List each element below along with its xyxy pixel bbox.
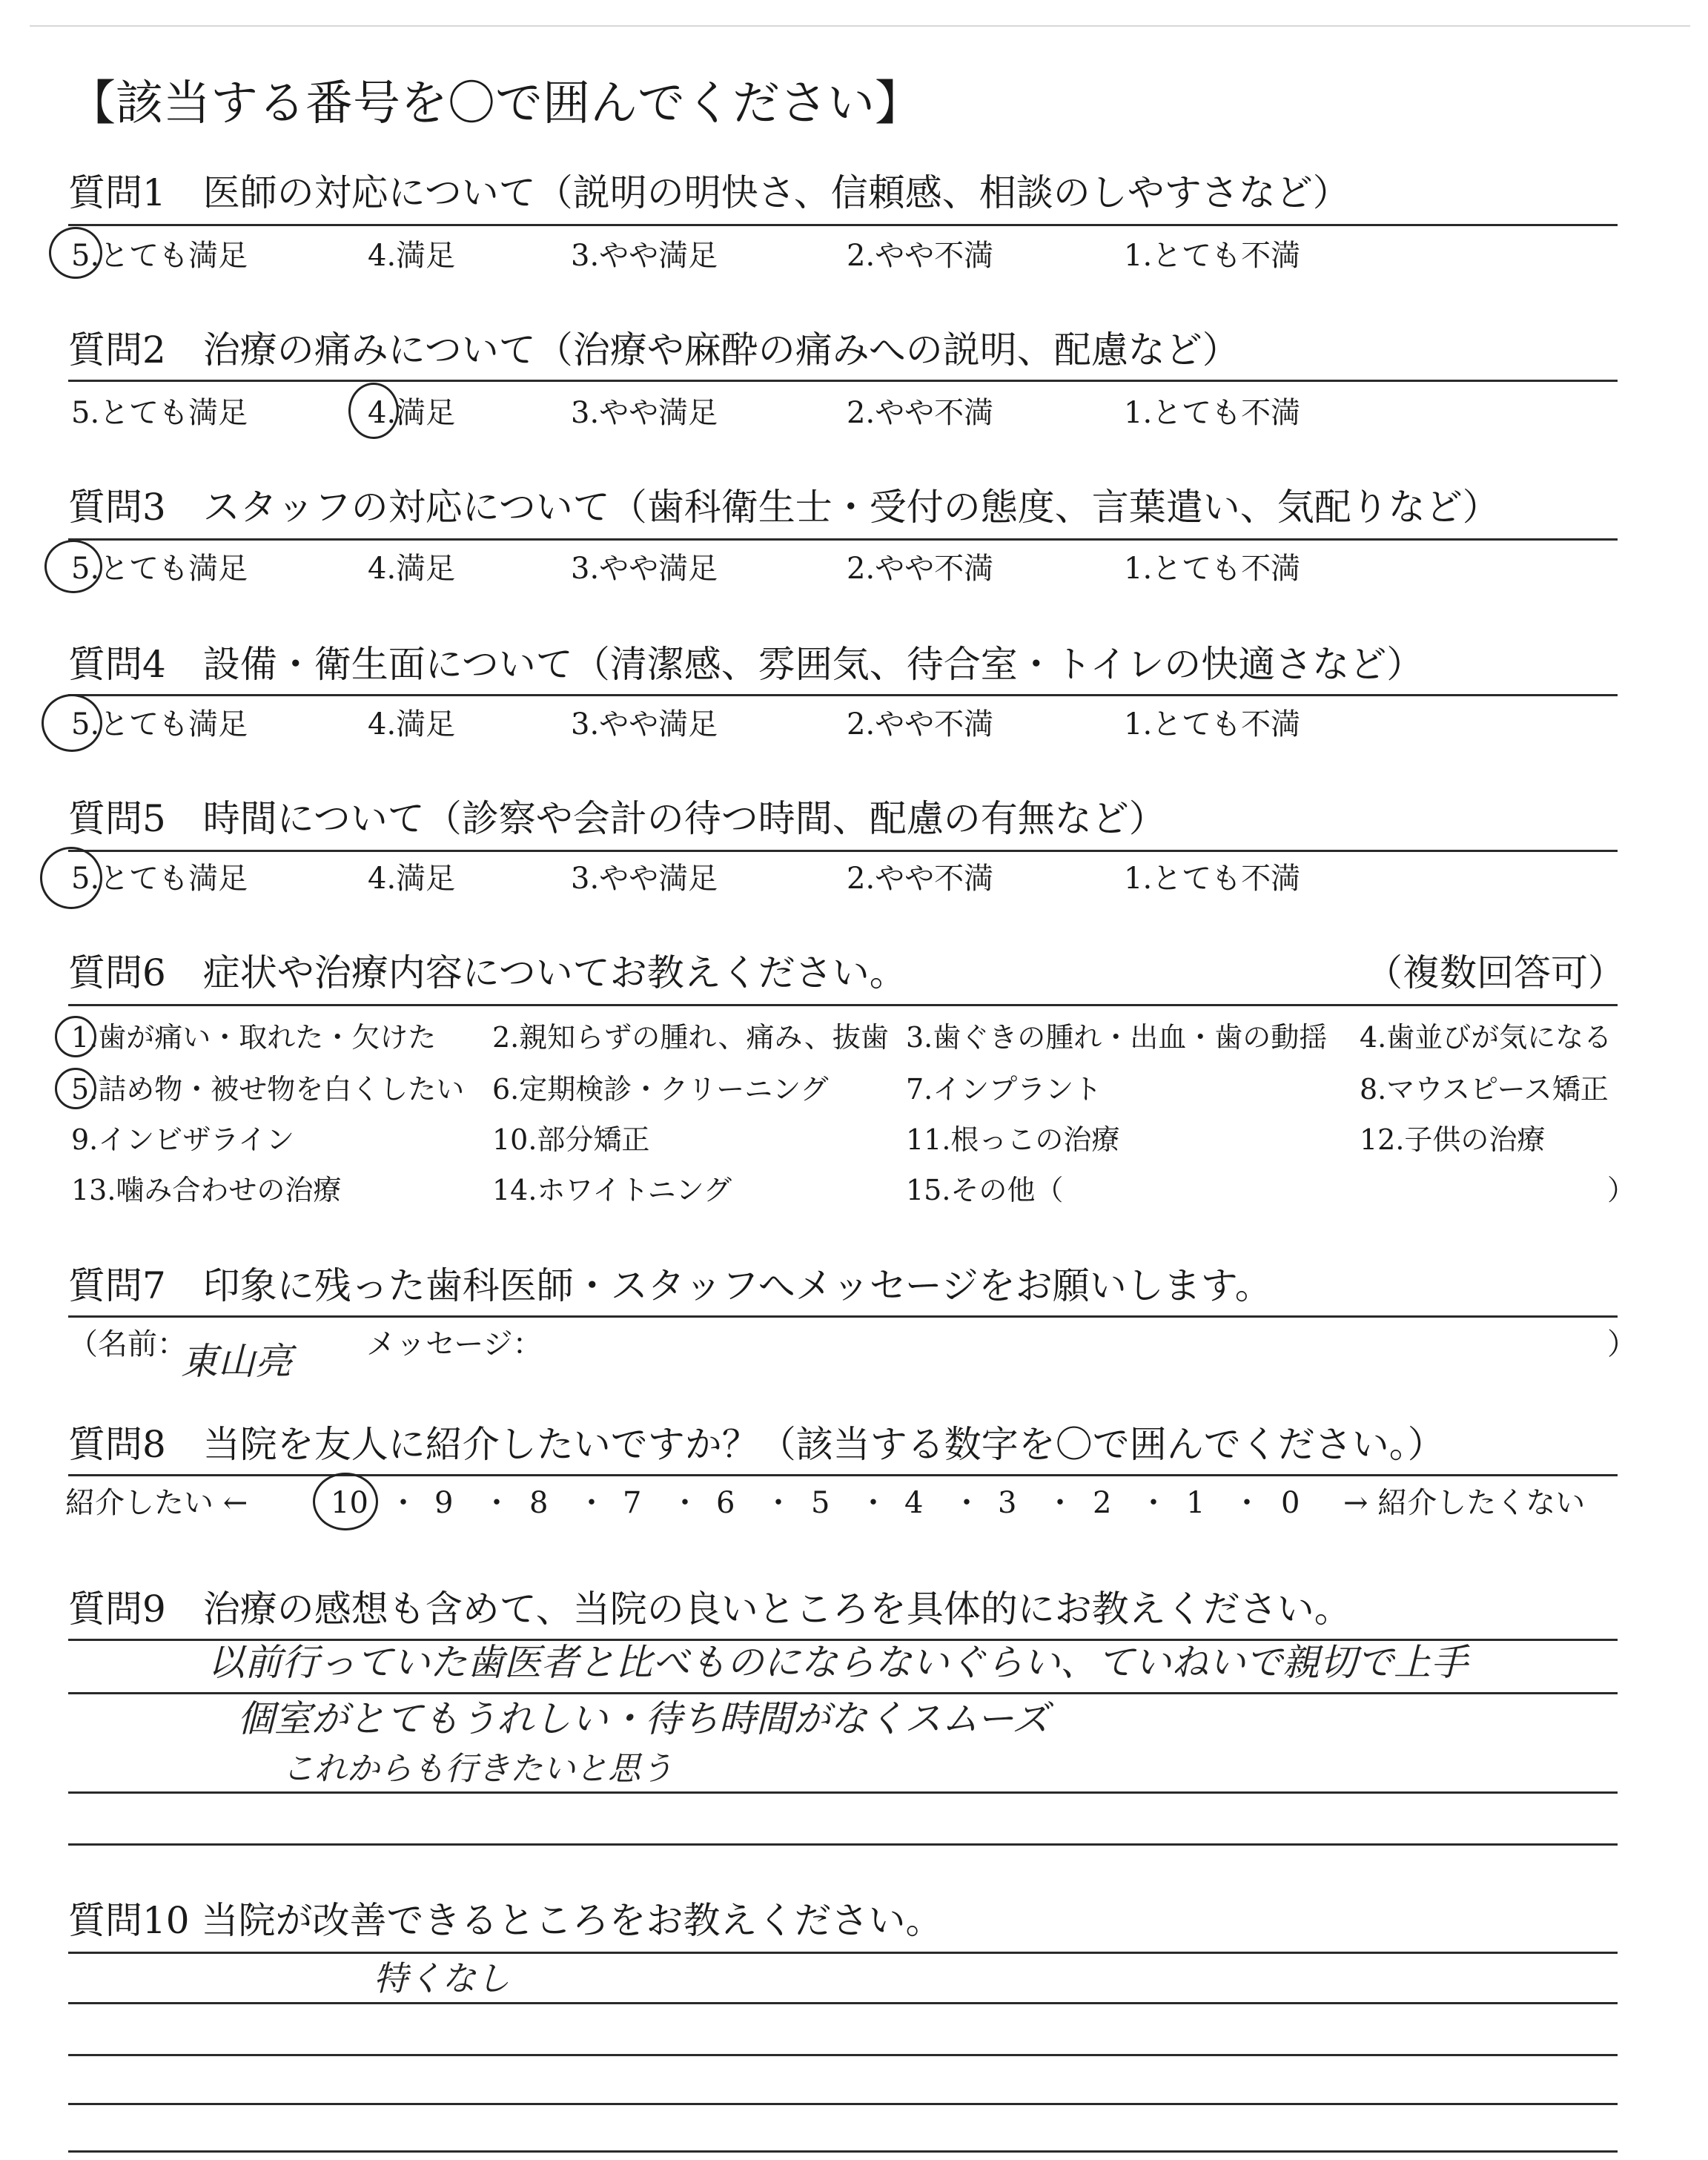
q8-sep: ・ xyxy=(577,1486,606,1520)
q8-sep: ・ xyxy=(952,1486,982,1520)
q10-answer-line-1[interactable]: 特くなし xyxy=(374,1958,510,1998)
q6-item-14[interactable]: 14.ホワイトニング xyxy=(492,1174,732,1206)
q8-sep: ・ xyxy=(670,1486,700,1520)
q5-option-1[interactable]: 1.とても不満 xyxy=(1124,862,1301,896)
q9-rule-4 xyxy=(68,1843,1618,1846)
q2-option-5[interactable]: 5.とても満足 xyxy=(71,396,248,430)
q8-score-4[interactable]: 4 xyxy=(904,1486,924,1520)
q3-option-1[interactable]: 1.とても不満 xyxy=(1124,552,1301,586)
q4-option-5[interactable]: 5.とても満足 xyxy=(71,707,248,742)
q8-score-1[interactable]: 1 xyxy=(1186,1486,1205,1520)
q9-rule-2 xyxy=(68,1692,1618,1694)
q7-name-label: （名前： xyxy=(68,1327,187,1361)
q7-close-paren: ） xyxy=(1607,1327,1637,1361)
q8-score-3[interactable]: 3 xyxy=(998,1486,1017,1520)
q1-option-1[interactable]: 1.とても不満 xyxy=(1124,239,1301,273)
q10-rule-5 xyxy=(68,2150,1618,2153)
q8-title: 質問8 当院を友人に紹介したいですか？（該当する数字を〇で囲んでください。） xyxy=(68,1423,1445,1466)
q6-multiple-note: （複数回答可） xyxy=(1366,951,1625,994)
q1-option-3[interactable]: 3.やや満足 xyxy=(571,239,718,273)
q5-option-4[interactable]: 4.満足 xyxy=(368,862,456,896)
q9-answer-line-3[interactable]: これからも行きたいと思う xyxy=(282,1750,673,1788)
q6-item-9[interactable]: 9.インビザライン xyxy=(71,1123,295,1156)
q4-option-1[interactable]: 1.とても不満 xyxy=(1124,707,1301,742)
q8-score-5[interactable]: 5 xyxy=(811,1486,830,1520)
q4-rule xyxy=(68,694,1618,696)
q8-sep: ・ xyxy=(482,1486,512,1520)
q10-rule-3 xyxy=(68,2054,1618,2056)
q3-title: 質問3 スタッフの対応について（歯科衛生士・受付の態度、言葉遣い、気配りなど） xyxy=(68,486,1500,529)
q8-left-label: 紹介したい ← xyxy=(65,1486,248,1520)
q8-sep: ・ xyxy=(858,1486,888,1520)
q10-rule-2 xyxy=(68,2002,1618,2004)
q5-option-5[interactable]: 5.とても満足 xyxy=(71,862,248,896)
q4-option-2[interactable]: 2.やや不満 xyxy=(847,707,994,742)
q3-option-2[interactable]: 2.やや不満 xyxy=(847,552,994,586)
q2-rule xyxy=(68,380,1618,382)
q8-score-10[interactable]: 10 xyxy=(331,1486,368,1520)
q3-option-4[interactable]: 4.満足 xyxy=(368,552,456,586)
q8-score-8[interactable]: 8 xyxy=(529,1486,549,1520)
q6-item-7[interactable]: 7.インプラント xyxy=(906,1073,1102,1106)
q8-sep: ・ xyxy=(388,1486,418,1520)
q6-item-1[interactable]: 1.歯が痛い・取れた・欠けた xyxy=(71,1021,437,1054)
q4-option-3[interactable]: 3.やや満足 xyxy=(571,707,718,742)
q5-option-2[interactable]: 2.やや不満 xyxy=(847,862,994,896)
q2-option-3[interactable]: 3.やや満足 xyxy=(571,396,718,430)
q6-item-5[interactable]: 5.詰め物・被せ物を白くしたい xyxy=(71,1073,465,1106)
q7-rule xyxy=(68,1315,1618,1318)
q8-score-0[interactable]: 0 xyxy=(1281,1486,1300,1520)
q8-score-7[interactable]: 7 xyxy=(623,1486,642,1520)
q6-rule xyxy=(68,1004,1618,1006)
q8-score-2[interactable]: 2 xyxy=(1093,1486,1112,1520)
q4-option-4[interactable]: 4.満足 xyxy=(368,707,456,742)
q9-title: 質問9 治療の感想も含めて、当院の良いところを具体的にお教えください。 xyxy=(68,1588,1351,1631)
q3-option-5[interactable]: 5.とても満足 xyxy=(71,552,248,586)
q8-sep: ・ xyxy=(1139,1486,1168,1520)
q8-sep: ・ xyxy=(1232,1486,1262,1520)
q8-selection-circle xyxy=(313,1473,378,1530)
q6-item-2[interactable]: 2.親知らずの腫れ、痛み、抜歯 xyxy=(492,1021,889,1054)
q2-option-1[interactable]: 1.とても不満 xyxy=(1124,396,1301,430)
q5-option-3[interactable]: 3.やや満足 xyxy=(571,862,718,896)
q3-option-3[interactable]: 3.やや満足 xyxy=(571,552,718,586)
q5-rule xyxy=(68,850,1618,852)
q6-item-4[interactable]: 4.歯並びが気になる xyxy=(1360,1021,1612,1054)
q10-rule-1 xyxy=(68,1952,1618,1954)
q4-title: 質問4 設備・衛生面について（清潔感、雰囲気、待合室・トイレの快適さなど） xyxy=(68,643,1424,686)
q6-other-close-paren: ） xyxy=(1607,1174,1636,1206)
q2-selection-circle xyxy=(348,383,399,439)
q8-right-label: → 紹介したくない xyxy=(1343,1486,1586,1520)
q6-selection-circle-1 xyxy=(55,1016,96,1057)
q6-item-15[interactable]: 15.その他（ xyxy=(906,1174,1064,1206)
q7-title: 質問7 印象に残った歯科医師・スタッフへメッセージをお願いします。 xyxy=(68,1264,1272,1307)
q4-selection-circle xyxy=(42,694,102,752)
q2-title: 質問2 治療の痛みについて（治療や麻酔の痛みへの説明、配慮など） xyxy=(68,328,1239,371)
q10-rule-4 xyxy=(68,2103,1618,2105)
q1-option-2[interactable]: 2.やや不満 xyxy=(847,239,994,273)
q6-selection-circle-5 xyxy=(55,1068,96,1109)
q1-title: 質問1 医師の対応について（説明の明快さ、信頼感、相談のしやすさなど） xyxy=(68,171,1350,214)
q6-item-11[interactable]: 11.根っこの治療 xyxy=(906,1123,1120,1156)
q2-option-2[interactable]: 2.やや不満 xyxy=(847,396,994,430)
q9-answer-line-2[interactable]: 個室がとてもうれしい・待ち時間がなくスムーズ xyxy=(237,1697,1049,1740)
q6-title: 質問6 症状や治療内容についてお教えください。 xyxy=(68,951,907,994)
q8-rule xyxy=(68,1474,1618,1476)
q8-sep: ・ xyxy=(764,1486,793,1520)
q5-title: 質問5 時間について（診察や会計の待つ時間、配慮の有無など） xyxy=(68,797,1166,840)
q2-option-4[interactable]: 4.満足 xyxy=(368,396,456,430)
q6-item-8[interactable]: 8.マウスピース矯正 xyxy=(1360,1073,1609,1106)
q9-answer-line-1[interactable]: 以前行っていた歯医者と比べものにならないぐらい、ていねいで親切で上手 xyxy=(208,1641,1468,1684)
q3-selection-circle xyxy=(44,540,102,593)
q9-rule-3 xyxy=(68,1791,1618,1794)
form-header: 【該当する番号を〇で囲んでください】 xyxy=(68,76,922,131)
q8-score-6[interactable]: 6 xyxy=(716,1486,735,1520)
q10-title: 質問10 当院が改善できるところをお教えください。 xyxy=(68,1899,943,1942)
q3-rule xyxy=(68,538,1618,541)
q6-item-13[interactable]: 13.噛み合わせの治療 xyxy=(71,1174,342,1206)
q1-rule xyxy=(68,224,1618,226)
q6-item-10[interactable]: 10.部分矯正 xyxy=(492,1123,650,1156)
q1-option-5[interactable]: 5.とても満足 xyxy=(71,239,248,273)
q7-message-label: メッセージ： xyxy=(366,1327,543,1361)
q8-score-9[interactable]: 9 xyxy=(434,1486,454,1520)
top-border xyxy=(30,25,1690,27)
q1-selection-circle xyxy=(49,227,102,279)
q6-item-12[interactable]: 12.子供の治療 xyxy=(1360,1123,1546,1156)
q6-item-3[interactable]: 3.歯ぐきの腫れ・出血・歯の動揺 xyxy=(906,1021,1328,1054)
q7-name-value[interactable]: 東山亮 xyxy=(181,1340,292,1383)
q5-selection-circle xyxy=(40,847,102,909)
q6-item-6[interactable]: 6.定期検診・クリーニング xyxy=(492,1073,829,1106)
q1-option-4[interactable]: 4.満足 xyxy=(368,239,456,273)
q8-sep: ・ xyxy=(1045,1486,1075,1520)
